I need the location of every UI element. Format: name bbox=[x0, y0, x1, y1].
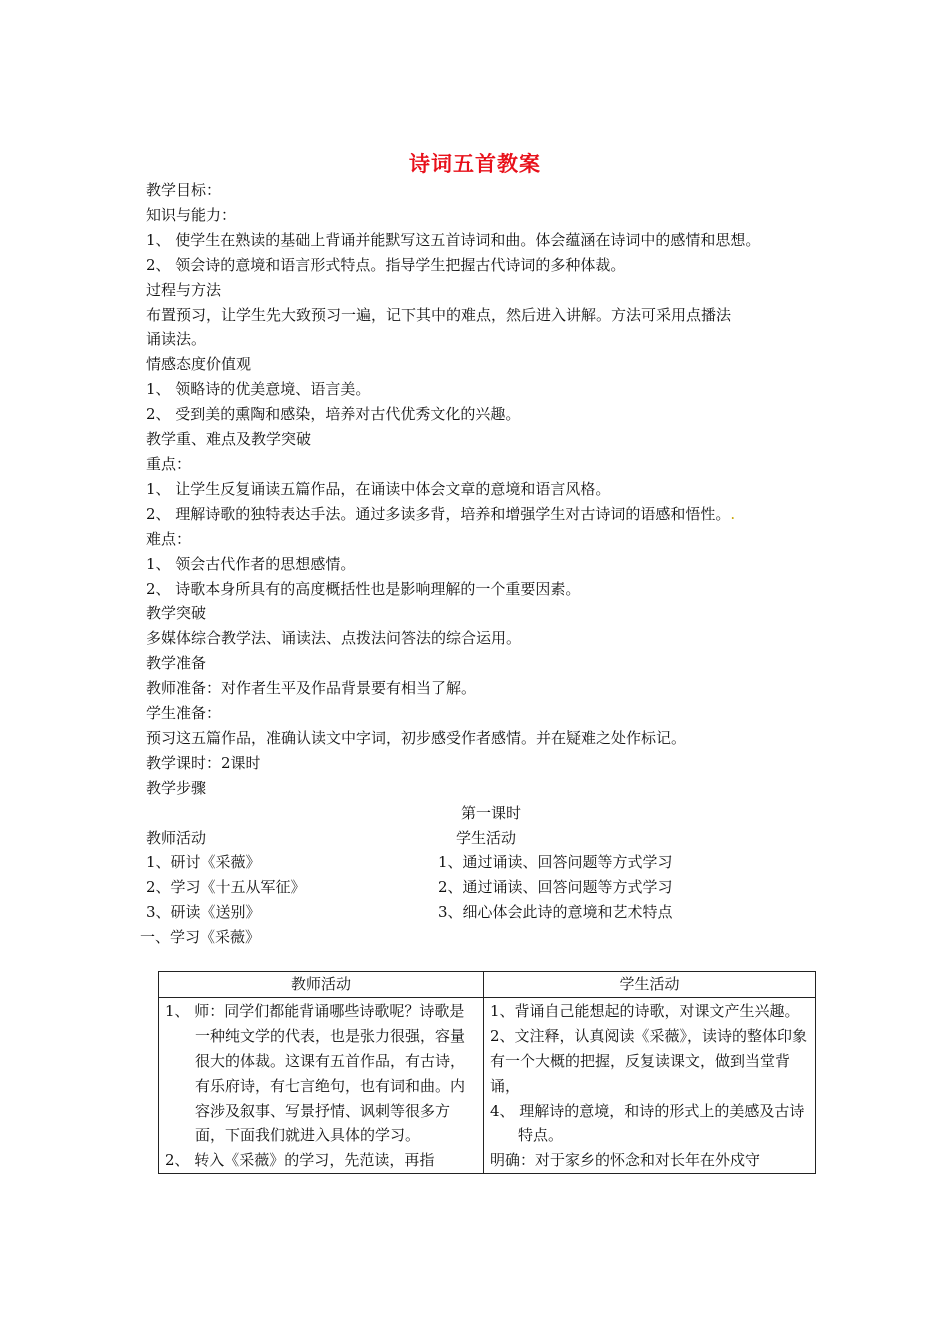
list-item-wrap bbox=[146, 502, 816, 527]
overview-student-item: 3、细心体会此诗的意境和艺术特点 bbox=[438, 903, 673, 922]
paragraph-text: 多媒体综合教学法、诵读法、点拨法问答法的综合运用。 bbox=[146, 629, 522, 648]
list-item: 2、 领会诗的意境和语言形式特点。指导学生把握古代诗词的多种体裁。 bbox=[146, 255, 626, 274]
heading-values: 情感态度价值观 bbox=[146, 355, 252, 374]
heading-process: 过程与方法 bbox=[146, 280, 222, 299]
student-item: 明确：对于家乡的怀念和对长年在外戍守 bbox=[490, 1151, 761, 1170]
list-item: 1、 使学生在熟读的基础上背诵并能默写这五首诗词和曲。体会蕴涵在诗词中的感情和思想。 bbox=[146, 230, 761, 249]
heading-knowledge: 知识与能力： bbox=[146, 205, 237, 224]
overview-student-item: 2、通过诵读、回答问题等方式学习 bbox=[438, 878, 673, 897]
student-item: 4、 理解诗的意境，和诗的形式上的美感及古诗特点。 bbox=[490, 1101, 805, 1145]
paragraph-text: 诵读法。 bbox=[146, 330, 207, 349]
table-header-teacher: 教师活动 bbox=[159, 972, 484, 998]
heading-key-points: 教学重、难点及教学突破 bbox=[146, 430, 312, 449]
overview-teacher-item: 1、研讨《采薇》 bbox=[146, 853, 261, 872]
student-item: 1、背诵自己能想起的诗歌，对课文产生兴趣。 bbox=[490, 1001, 800, 1020]
overview-header-row bbox=[146, 826, 816, 851]
lesson-heading: 第一课时 bbox=[460, 803, 521, 822]
paragraph-text: 教师准备：对作者生平及作品背景要有相当了解。 bbox=[146, 679, 477, 698]
overview-student-item: 1、通过诵读、回答问题等方式学习 bbox=[438, 853, 673, 872]
overview-teacher-item: 2、学习《十五从军征》 bbox=[146, 878, 306, 897]
overview-row bbox=[146, 850, 816, 875]
table-header-student: 学生活动 bbox=[484, 972, 816, 998]
paragraph-text: 布置预习，让学生先大致预习一遍，记下其中的难点，然后进入讲解。方法可采用点播法 bbox=[146, 305, 732, 324]
overview-teacher-header: 教师活动 bbox=[146, 828, 207, 847]
overview-row bbox=[146, 875, 816, 900]
heading-breakthrough: 教学突破 bbox=[146, 604, 207, 623]
teacher-activity-cell bbox=[159, 997, 484, 1173]
paragraph-text: 教学课时：2课时 bbox=[146, 753, 261, 772]
heading-objectives: 教学目标： bbox=[146, 181, 222, 199]
list-item: 2、 受到美的熏陶和感染，培养对古代优秀文化的兴趣。 bbox=[146, 405, 521, 424]
table-header-row bbox=[159, 972, 816, 998]
list-item: 2、 诗歌本身所具有的高度概括性也是影响理解的一个重要因素。 bbox=[146, 579, 581, 598]
list-item: 2、 理解诗歌的独特表达手法。通过多读多背，培养和增强学生对古诗词的语感和悟性。 bbox=[146, 504, 731, 523]
teacher-item: 1、 师：同学们都能背诵哪些诗歌呢？诗歌是一种纯文学的代表，也是张力很强，容量很大的体裁。这课有五首作品，有古诗，有乐府诗，有七言绝句，也有词和曲。内容涉及叙事、写景抒情、讽刺等很多方面，下面我们就进入具体的学习。 bbox=[165, 1001, 466, 1145]
heading-difficulty: 难点： bbox=[146, 529, 192, 548]
table-row bbox=[159, 997, 816, 1173]
heading-preparation: 教学准备 bbox=[146, 654, 207, 673]
paragraph-text: 学生准备： bbox=[146, 704, 222, 723]
overview-student-header: 学生活动 bbox=[456, 828, 517, 847]
list-item: 1、 领略诗的优美意境、语言美。 bbox=[146, 380, 371, 399]
paragraph-text: 预习这五篇作品，准确认读文中字词，初步感受作者感情。并在疑难之处作标记。 bbox=[146, 728, 687, 747]
document-title: 诗词五首教案 bbox=[409, 152, 541, 176]
teacher-item: 2、 转入《采薇》的学习，先范读，再指 bbox=[165, 1151, 435, 1170]
overview-row bbox=[146, 900, 816, 925]
overview-teacher-item: 3、研读《送别》 bbox=[146, 903, 261, 922]
stray-mark: . bbox=[730, 504, 736, 523]
list-item: 1、 让学生反复诵读五篇作品，在诵读中体会文章的意境和语言风格。 bbox=[146, 479, 611, 498]
student-activity-cell bbox=[484, 997, 816, 1173]
list-item: 1、 领会古代作者的思想感情。 bbox=[146, 554, 356, 573]
document-body bbox=[140, 178, 816, 950]
section-title: 一、学习《采薇》 bbox=[140, 928, 261, 947]
heading-focus: 重点： bbox=[146, 454, 192, 473]
lesson-table bbox=[158, 971, 816, 1174]
student-item: 2、文注释，认真阅读《采薇》，读诗的整体印象有一个大概的把握，反复读课文，做到当堂背诵， bbox=[490, 1026, 808, 1095]
heading-steps: 教学步骤 bbox=[146, 778, 207, 797]
